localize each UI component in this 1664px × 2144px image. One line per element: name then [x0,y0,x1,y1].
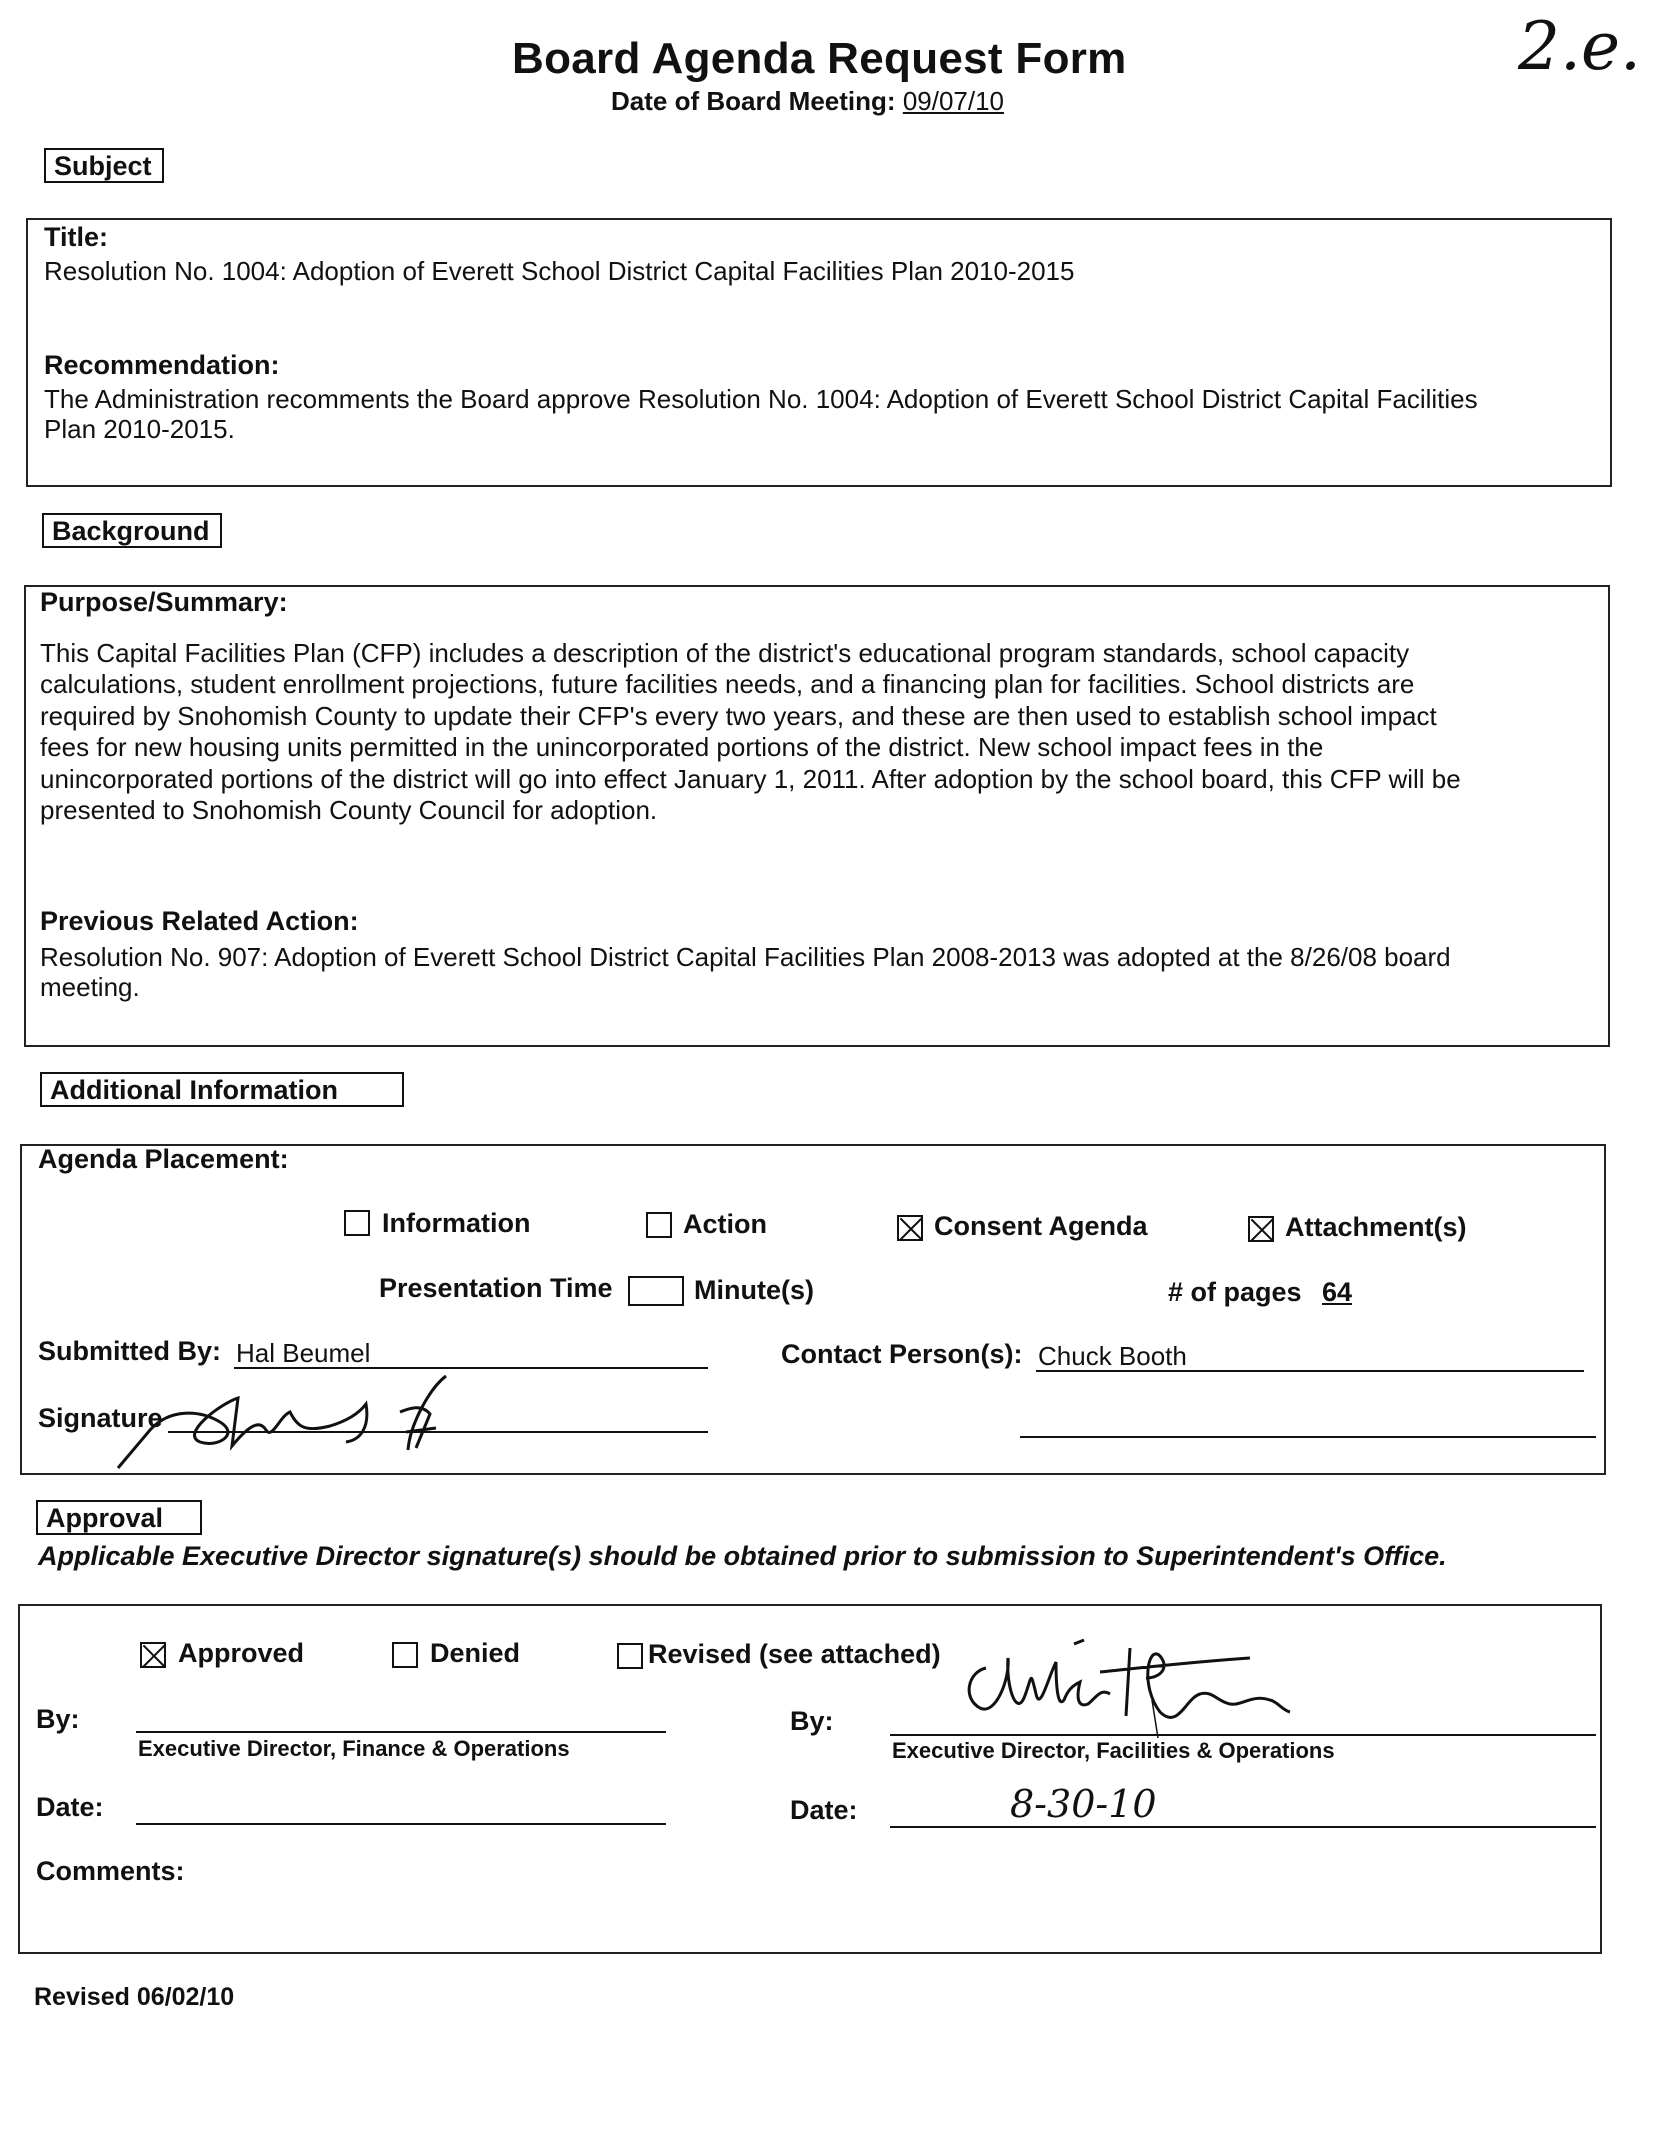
background-section-label: Background [42,513,222,548]
meeting-date-label: Date of Board Meeting: [611,86,896,116]
additional-info-section-label: Additional Information [40,1072,404,1107]
action-label: Action [683,1209,767,1239]
agenda-placement-label: Agenda Placement: [38,1144,289,1174]
item-number: 2.e. [1518,8,1642,85]
revised-label: Revised (see attached) [648,1639,941,1669]
presentation-time-label: Presentation Time [379,1273,613,1303]
purpose-line-2: calculations, student enrollment projections, future facilities needs, and a financing plan for facilities. School districts are [40,669,1415,699]
title-text: Resolution No. 1004: Adoption of Everett School District Capital Facilities Plan 2010-2015 [44,256,1075,286]
attachments-checkbox[interactable] [1248,1216,1274,1242]
approver-signature [960,1638,1400,1748]
consent-agenda-label: Consent Agenda [934,1211,1148,1241]
submitter-signature [110,1368,550,1478]
submitted-by-value: Hal Beumel [236,1338,371,1368]
purpose-label: Purpose/Summary: [40,587,288,617]
revised-checkbox[interactable] [617,1643,643,1669]
right-director-title: Executive Director, Facilities & Operations [892,1738,1335,1763]
previous-action-line-2: meeting. [40,972,140,1002]
approval-section-label: Approval [36,1500,202,1535]
form-title: Board Agenda Request Form [512,34,1127,83]
purpose-line-4: fees for new housing units permitted in the unincorporated portions of the district. New school impact fees in the [40,732,1324,762]
recommendation-line-1: The Administration recomments the Board approve Resolution No. 1004: Adoption of Everett School District Capital Facilities [44,384,1478,414]
presentation-time-field[interactable] [628,1276,684,1306]
right-date-value: 8-30-10 [1010,1782,1157,1826]
minutes-label: Minute(s) [694,1275,814,1305]
contact-person-line [1036,1370,1584,1372]
revision-date: Revised 06/02/10 [34,1983,235,2011]
purpose-line-5: unincorporated portions of the district will go into effect January 1, 2011. After adoption by the school board, this CFP will be [40,764,1461,794]
information-checkbox[interactable] [344,1210,370,1236]
left-date-line [136,1823,666,1825]
meeting-date-row [611,86,1004,117]
signature-label: Signature [38,1403,163,1433]
contact-person-label: Contact Person(s): [781,1339,1023,1369]
right-by-label: By: [790,1706,834,1736]
attachments-label: Attachment(s) [1285,1212,1467,1242]
left-date-label: Date: [36,1792,104,1822]
right-date-line [890,1826,1596,1828]
recommendation-line-2: Plan 2010-2015. [44,414,235,444]
consent-agenda-checkbox[interactable] [897,1215,923,1241]
left-director-title: Executive Director, Finance & Operations [138,1736,570,1761]
recommendation-label: Recommendation: [44,350,280,380]
denied-checkbox[interactable] [392,1642,418,1668]
previous-action-line-1: Resolution No. 907: Adoption of Everett School District Capital Facilities Plan 2008-2013 was adopted at the 8/26/08 board [40,942,1451,972]
title-label: Title: [44,222,109,252]
purpose-line-3: required by Snohomish County to update their CFP's every two years, and these are then used to establish school impact [40,701,1437,731]
information-label: Information [382,1208,531,1238]
signature-line-right [1020,1436,1596,1438]
denied-label: Denied [430,1638,521,1668]
approved-label: Approved [178,1638,305,1668]
contact-person-value: Chuck Booth [1038,1341,1187,1371]
submitted-by-label: Submitted By: [38,1336,222,1366]
purpose-line-6: presented to Snohomish County Council for adoption. [40,795,658,825]
left-by-line [136,1731,666,1733]
subject-section-label: Subject [44,148,164,183]
right-date-label: Date: [790,1795,858,1825]
previous-action-label: Previous Related Action: [40,906,359,936]
meeting-date-value: 09/07/10 [902,86,1005,116]
approval-note: Applicable Executive Director signature(s) should be obtained prior to submission to Superintendent's Office. [38,1541,1447,1571]
left-by-label: By: [36,1704,80,1734]
comments-label: Comments: [36,1856,185,1886]
pages-value: 64 [1322,1277,1353,1307]
purpose-line-1: This Capital Facilities Plan (CFP) includes a description of the district's educational program standards, school capacity [40,638,1410,668]
approved-checkbox[interactable] [140,1642,166,1668]
pages-label: # of pages [1168,1277,1302,1307]
action-checkbox[interactable] [646,1212,672,1238]
